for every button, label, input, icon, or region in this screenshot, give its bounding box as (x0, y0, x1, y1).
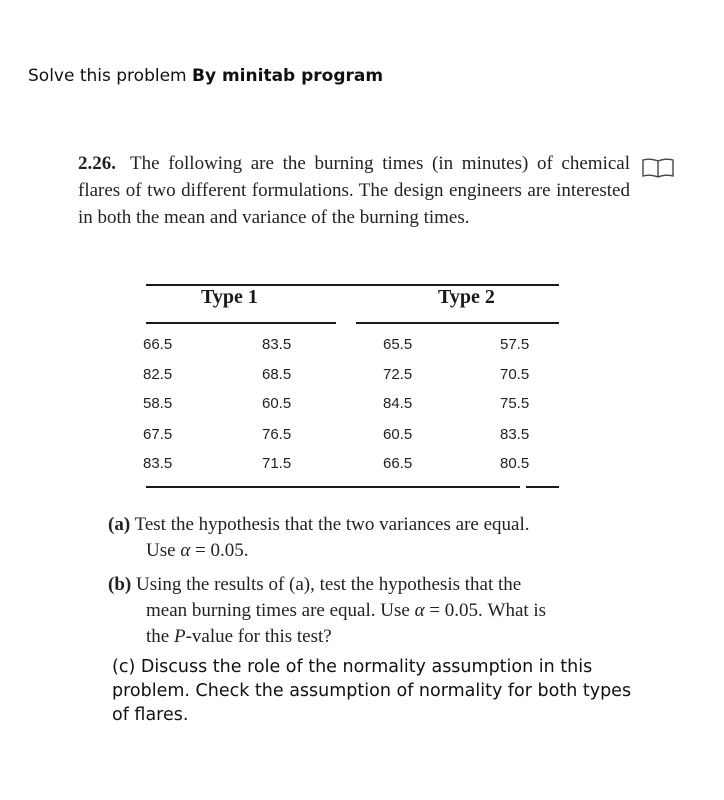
table-cell: 60.5 (383, 426, 413, 443)
table-bottom-rule-left (146, 486, 520, 488)
table-cell: 76.5 (262, 426, 292, 443)
part-b-line2: mean burning times are equal. Use α = 0.05. What is (146, 600, 547, 621)
table-cell: 80.5 (500, 455, 530, 472)
table-cell: 72.5 (383, 366, 413, 383)
table-cell: 68.5 (262, 366, 292, 383)
table-bottom-rule-right (526, 486, 559, 488)
part-b-line3: the P-value for this test? (146, 626, 332, 647)
problem-number: 2.26. (78, 153, 116, 174)
part-c: (c) Discuss the role of the normality assumption in this problem. Check the assumption of normality for both types of flares. (112, 657, 632, 725)
part-a-line1: Test the hypothesis that the two variances are equal. (134, 514, 530, 535)
part-b-label: (b) (108, 574, 132, 595)
table-cell: 66.5 (143, 336, 173, 353)
type2-header: Type 2 (438, 286, 495, 308)
instruction-text (28, 66, 383, 86)
table-cell: 84.5 (383, 395, 413, 412)
table-cell: 83.5 (143, 455, 173, 472)
table-cell: 82.5 (143, 366, 173, 383)
part-a-label: (a) (108, 514, 131, 535)
part-b-line1: Using the results of (a), test the hypothesis that the (135, 574, 522, 595)
table-cell: 75.5 (500, 395, 530, 412)
problem-text: The following are the burning times (in minutes) of chemical flares of two different formulations. The design engineers are interested in both the mean and variance of the burning times. (78, 153, 630, 228)
part-a (108, 512, 633, 564)
table-cell: 60.5 (262, 395, 292, 412)
instruction-bold: By minitab program (192, 66, 384, 86)
problem-statement (78, 150, 630, 231)
table-cell: 83.5 (500, 426, 530, 443)
type2-header-rule (356, 322, 559, 324)
table-cell: 83.5 (262, 336, 292, 353)
type1-header: Type 1 (201, 286, 258, 308)
part-a-line2: Use α = 0.05. (146, 540, 249, 561)
table-cell: 71.5 (262, 455, 292, 472)
table-cell: 67.5 (143, 426, 173, 443)
instruction-prefix: Solve this problem (28, 66, 193, 86)
table-cell: 58.5 (143, 395, 173, 412)
table-cell: 70.5 (500, 366, 530, 383)
book-icon (641, 157, 675, 179)
table-cell: 57.5 (500, 336, 530, 353)
table-cell: 66.5 (383, 455, 413, 472)
part-b (108, 572, 633, 650)
type1-header-rule (146, 322, 336, 324)
table-cell: 65.5 (383, 336, 413, 353)
